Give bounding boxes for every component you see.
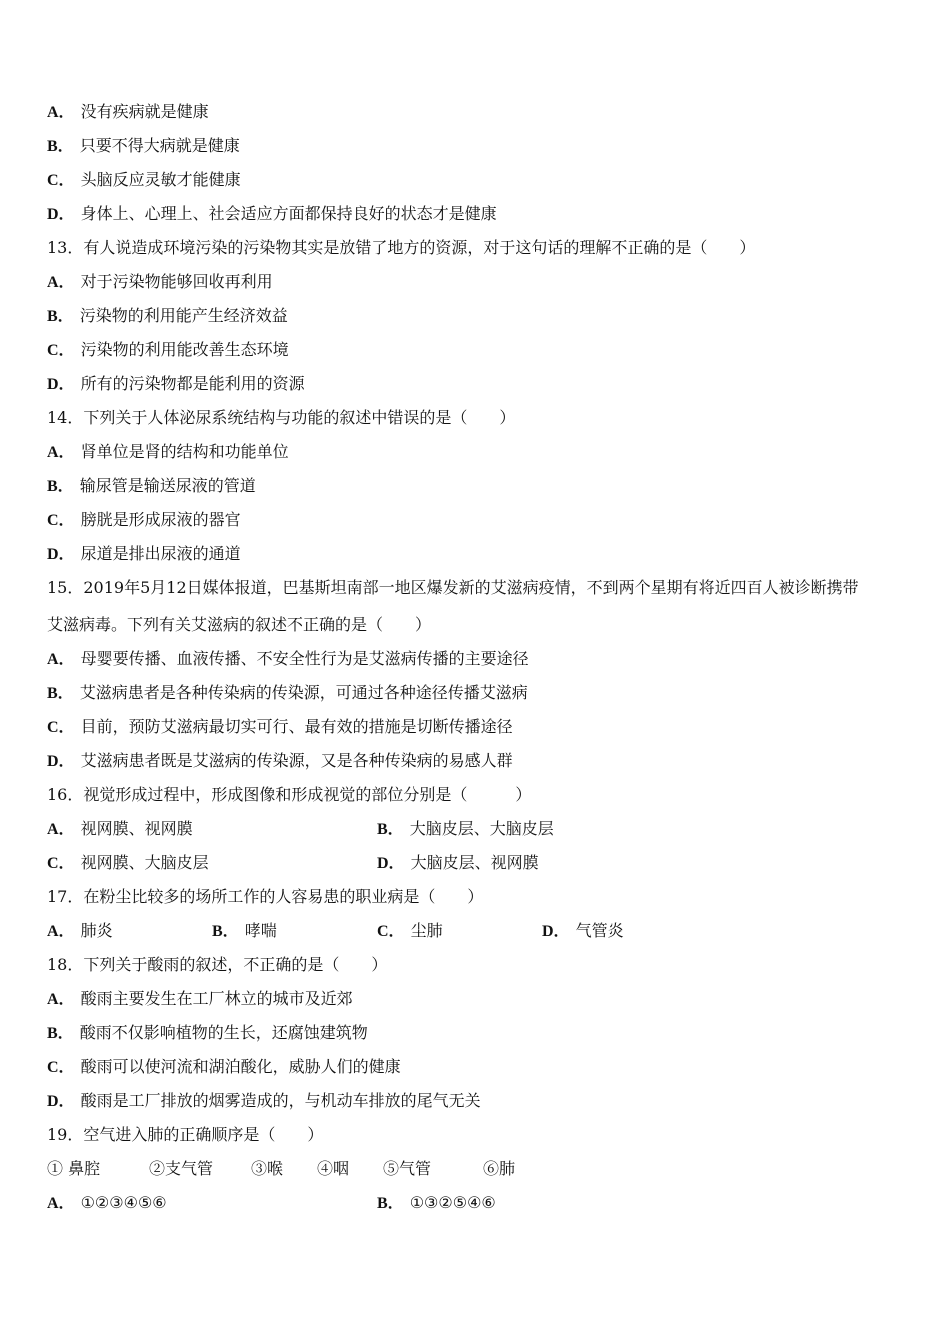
q19-item: ②支气管 <box>149 1159 214 1178</box>
q16-options-row1 <box>47 814 907 848</box>
q13-option-d: D． 所有的污染物都是能利用的资源 <box>47 374 305 393</box>
q18-option-a: A． 酸雨主要发生在工厂林立的城市及近郊 <box>47 989 353 1008</box>
q12-option-c: C． 头脑反应灵敏才能健康 <box>47 170 241 189</box>
q12-option-a: A． 没有疾病就是健康 <box>47 102 209 121</box>
q15-option-b: B． 艾滋病患者是各种传染病的传染源，可通过各种途径传播艾滋病 <box>47 683 528 702</box>
q14-option-d: D． 尿道是排出尿液的通道 <box>47 544 241 563</box>
q17-option-b: B． 哮喘 <box>212 921 277 940</box>
q16-stem: 16．视觉形成过程中，形成图像和形成视觉的部位分别是（ ） <box>47 785 532 804</box>
q15-option-d: D． 艾滋病患者既是艾滋病的传染源，又是各种传染病的易感人群 <box>47 751 513 770</box>
q18-option-b: B． 酸雨不仅影响植物的生长，还腐蚀建筑物 <box>47 1023 368 1042</box>
q19-item: ③喉 <box>251 1159 284 1178</box>
q16-options-row2 <box>47 848 907 882</box>
q16-option-c: C． 视网膜、大脑皮层 <box>47 853 209 872</box>
q14-option-c: C． 膀胱是形成尿液的器官 <box>47 510 241 529</box>
q12-option-d: D． 身体上、心理上、社会适应方面都保持良好的状态才是健康 <box>47 204 497 223</box>
q15-option-c: C． 目前，预防艾滋病最切实可行、最有效的措施是切断传播途径 <box>47 717 513 736</box>
q16-option-a: A． 视网膜、视网膜 <box>47 819 193 838</box>
q13-option-a: A． 对于污染物能够回收再利用 <box>47 272 273 291</box>
q19-item: ④咽 <box>317 1159 350 1178</box>
q15-stem-line1: 15．2019年5月12日媒体报道，巴基斯坦南部一地区爆发新的艾滋病疫情，不到两个星期有将近四百人被诊断携带 <box>47 578 859 597</box>
q19-items <box>47 1154 907 1188</box>
q17-stem: 17．在粉尘比较多的场所工作的人容易患的职业病是（ ） <box>47 887 484 906</box>
q17-option-a: A． 肺炎 <box>47 921 113 940</box>
q19-option-b: B． ①③②⑤④⑥ <box>377 1193 496 1212</box>
q13-stem: 13．有人说造成环境污染的污染物其实是放错了地方的资源，对于这句话的理解不正确的是（ ） <box>47 238 756 257</box>
q17-option-c: C． 尘肺 <box>377 921 443 940</box>
exam-page <box>47 97 907 1222</box>
q18-stem: 18．下列关于酸雨的叙述，不正确的是（ ） <box>47 955 388 974</box>
q15-option-a: A． 母婴要传播、血液传播、不安全性行为是艾滋病传播的主要途径 <box>47 649 529 668</box>
q16-option-b: B． 大脑皮层、大脑皮层 <box>377 819 554 838</box>
q19-options <box>47 1188 907 1222</box>
q13-option-b: B． 污染物的利用能产生经济效益 <box>47 306 288 325</box>
q14-option-a: A． 肾单位是肾的结构和功能单位 <box>47 442 289 461</box>
q12-option-b: B． 只要不得大病就是健康 <box>47 136 240 155</box>
q19-item: ⑤气管 <box>383 1159 432 1178</box>
q19-stem: 19．空气进入肺的正确顺序是（ ） <box>47 1125 324 1144</box>
q15-stem-line2: 艾滋病毒。下列有关艾滋病的叙述不正确的是（ ） <box>47 615 432 634</box>
q16-option-d: D． 大脑皮层、视网膜 <box>377 853 539 872</box>
q13-option-c: C． 污染物的利用能改善生态环境 <box>47 340 289 359</box>
q14-stem: 14．下列关于人体泌尿系统结构与功能的叙述中错误的是（ ） <box>47 408 516 427</box>
q19-item: ⑥肺 <box>483 1159 516 1178</box>
q17-options <box>47 916 907 950</box>
q18-option-d: D． 酸雨是工厂排放的烟雾造成的，与机动车排放的尾气无关 <box>47 1091 481 1110</box>
q19-option-a: A． ①②③④⑤⑥ <box>47 1193 167 1212</box>
q14-option-b: B． 输尿管是输送尿液的管道 <box>47 476 256 495</box>
q19-item: ① 鼻腔 <box>47 1159 101 1178</box>
q18-option-c: C． 酸雨可以使河流和湖泊酸化，威胁人们的健康 <box>47 1057 401 1076</box>
q17-option-d: D． 气管炎 <box>542 921 624 940</box>
